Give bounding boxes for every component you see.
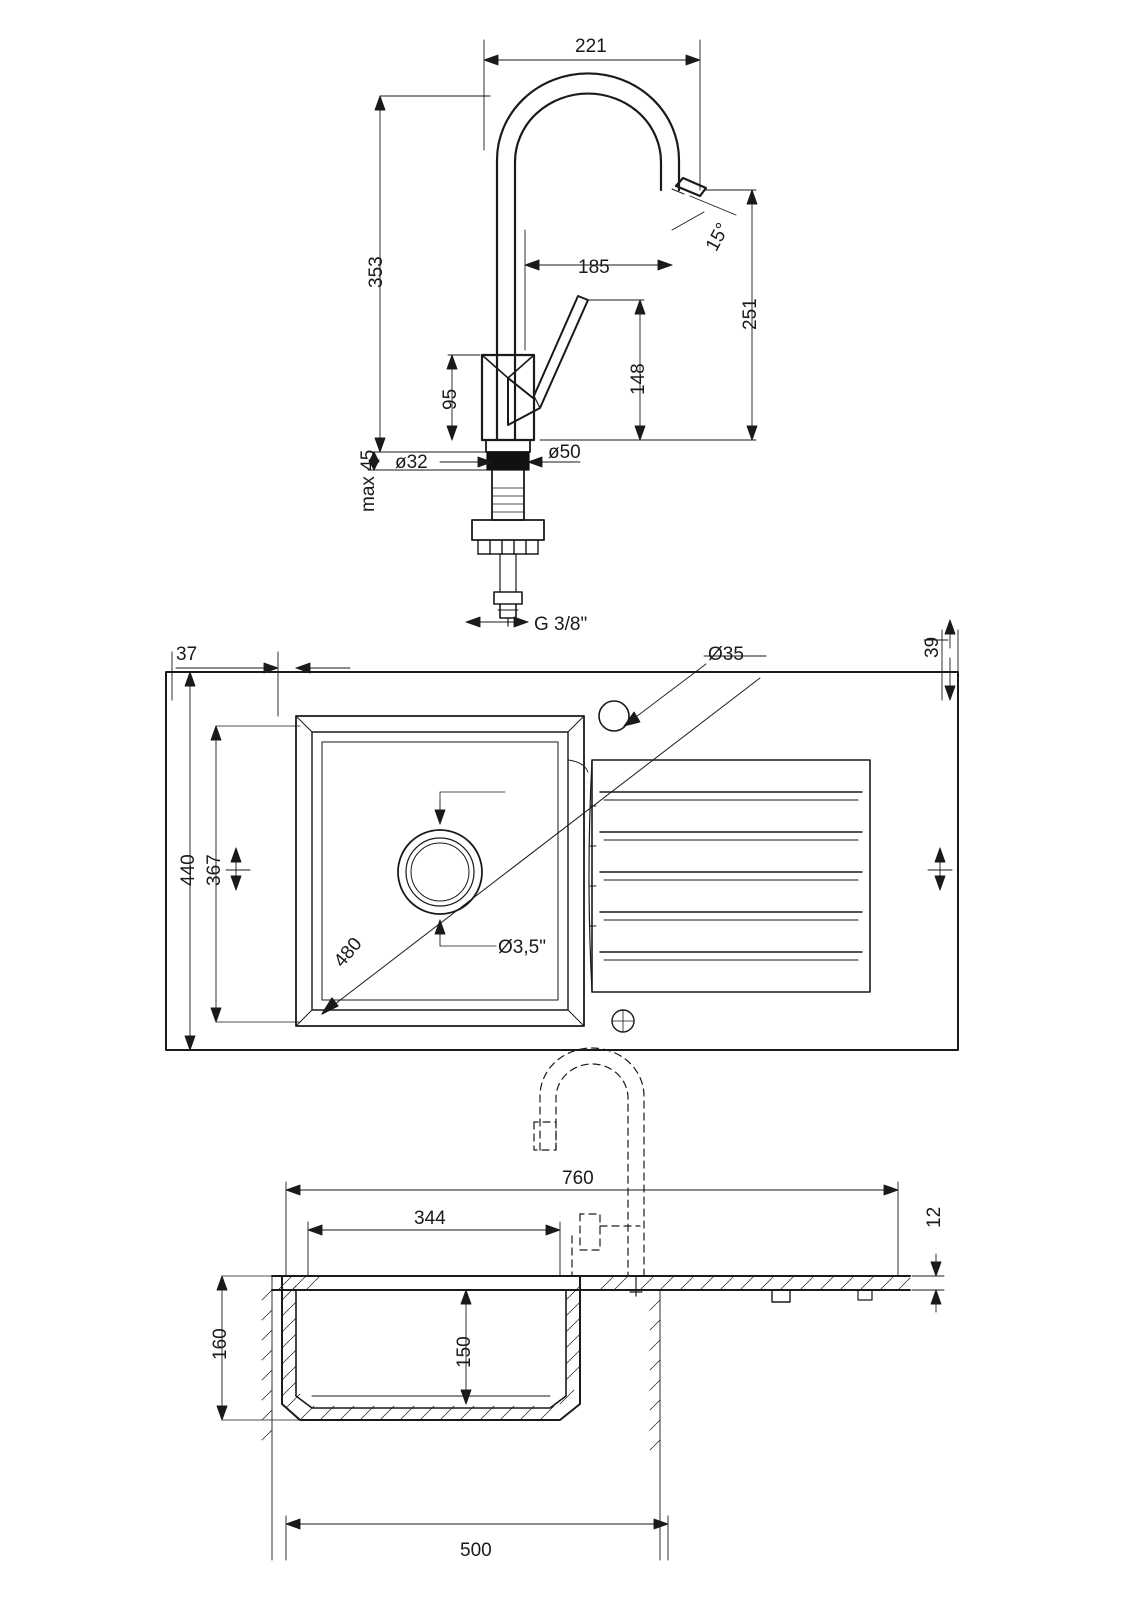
dim-sink-edge-left: 37: [176, 644, 198, 665]
dim-sink-edge-right: 39: [922, 636, 943, 658]
dim-faucet-base-diameter: ø50: [548, 442, 581, 463]
dim-sink-overall-depth: 440: [178, 854, 199, 886]
dim-bowl-depth: 150: [454, 1336, 475, 1368]
dim-faucet-spout-reach: 221: [575, 36, 607, 57]
dim-bowl-diagonal: 480: [330, 933, 367, 972]
dim-tap-hole-diameter: Ø35: [708, 644, 744, 665]
dim-waste-outlet-diameter: Ø3,5": [498, 937, 546, 958]
dim-faucet-spout-projection: 185: [578, 257, 610, 278]
dim-sink-overall-length: 760: [562, 1168, 594, 1189]
dim-faucet-body-height: 95: [440, 388, 461, 410]
dim-faucet-shank-diameter: ø32: [395, 452, 428, 473]
dim-faucet-spout-height: 251: [740, 298, 761, 330]
dim-faucet-max-deck-thickness: max 45: [358, 449, 379, 512]
dim-sink-total-height: 160: [210, 1328, 231, 1360]
dim-faucet-lever-height: 148: [628, 363, 649, 395]
sink-top-geometry: [166, 672, 958, 1050]
dim-faucet-total-height: 353: [366, 256, 387, 288]
dim-bowl-inner-depth: 367: [204, 854, 225, 886]
sink-top-dimension-lines: [166, 620, 958, 1050]
dim-faucet-supply-thread: G 3/8": [534, 614, 588, 635]
dim-cabinet-width: 500: [460, 1540, 492, 1561]
dim-sink-material-thickness: 12: [924, 1206, 945, 1228]
sink-section-geometry: [262, 1048, 910, 1560]
faucet-geometry: [472, 73, 706, 626]
dim-faucet-aerator-angle: 15°: [702, 219, 735, 255]
dim-bowl-inner-length: 344: [414, 1208, 446, 1229]
